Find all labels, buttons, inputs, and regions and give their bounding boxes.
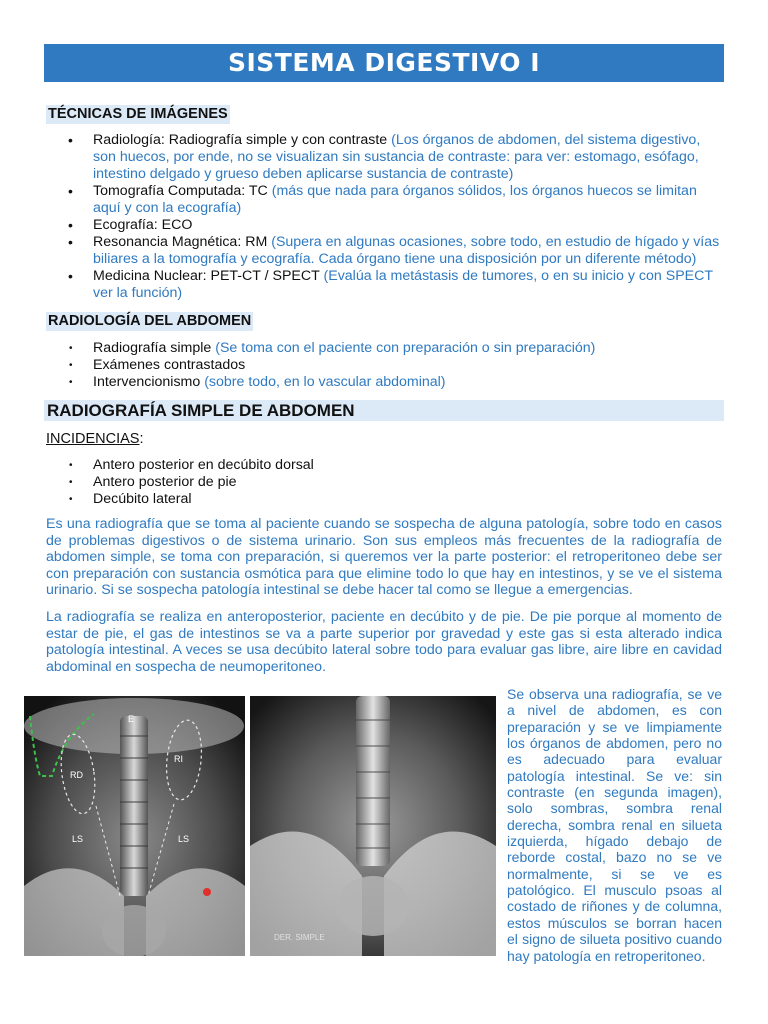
item-note: (Supera en algunas ocasiones, sobre todo, en estudio de hígado y vías biliares a la tomografía y ecografía. Cada órgano tiene una disposición por un diferente método) — [93, 234, 720, 267]
list-item — [68, 374, 724, 391]
list-item — [68, 357, 724, 374]
item-label: Intervencionismo — [93, 374, 205, 390]
list-item: • Decúbito lateral — [68, 491, 724, 508]
item-label: Resonancia Magnética: RM — [93, 234, 272, 250]
page-title: SISTEMA DIGESTIVO I — [44, 44, 724, 82]
list-item — [68, 217, 724, 234]
item-note: (más que nada para órganos sólidos, los órganos huecos se limitan aquí y con la ecografía) — [93, 183, 697, 216]
list-item — [68, 132, 724, 183]
tecnicas-list — [68, 132, 724, 302]
label-ri: RI — [174, 754, 183, 764]
radiologia-list — [68, 340, 724, 391]
label-der-simple: DER. SIMPLE — [274, 933, 325, 942]
xray-plain-image — [250, 696, 496, 956]
list-item — [68, 268, 724, 302]
section-heading-radiologia: RADIOLOGÍA DEL ABDOMEN — [48, 313, 252, 329]
item-label: Tomografía Computada: TC — [93, 183, 272, 199]
label-e: E — [128, 714, 135, 724]
item-label: Ecografía: ECO — [93, 217, 193, 233]
item-note: (Se toma con el paciente con preparación o sin preparación) — [215, 340, 596, 356]
section-heading-radiografia-simple: RADIOGRAFÍA SIMPLE DE ABDOMEN — [44, 400, 724, 421]
list-item — [68, 340, 724, 357]
item-label: Radiografía simple — [93, 340, 216, 356]
incidencias-list — [68, 457, 724, 508]
incidencias-label: INCIDENCIAS: — [46, 431, 144, 447]
list-item: • Antero posterior en decúbito dorsal — [68, 457, 724, 474]
list-item — [68, 183, 724, 217]
item-note: (Evalúa la metástasis de tumores, o en su inicio y con SPECT ver la función) — [93, 268, 713, 301]
paragraph-2: La radiografía se realiza en anteroposterior, paciente en decúbito y de pie. De pie porque al momento de estar de pie, el gas de intestinos se va a parte superior por gravedad y este gas si esta alterado indica patología intestinal. A veces se usa decúbito lateral sobre todo para evaluar gas libre, aire libre en cavidad abdominal en sospecha de neumoperitoneo. — [46, 609, 722, 675]
xray-plain-graphic — [250, 696, 496, 956]
item-label: Medicina Nuclear: PET-CT / SPECT — [93, 268, 324, 284]
item-label: Exámenes contrastados — [93, 357, 246, 373]
label-rd: RD — [70, 770, 83, 780]
xray-caption: Se observa una radiografía, se ve a nivel de abdomen, es con preparación y se ve limpiamente los órganos de abdomen, pero no es adecuado para evaluar patología intestinal. Se ve: sin contraste (en segunda imagen), solo sombras, sombra renal derecha, sombra renal en silueta izquierda, hígado debajo de reborde costal, bazo no se ve normalmente, si se ve es patológico. El musculo psoas al costado de riñones y de columna, estos músculos se borran hacen el signo de silueta positivo cuando hay patología en retroperitoneo. — [507, 686, 722, 964]
section-heading-tecnicas: TÉCNICAS DE IMÁGENES — [48, 106, 228, 122]
item-label: Radiología: Radiografía simple y con contraste — [93, 132, 392, 148]
list-item: • Antero posterior de pie — [68, 474, 724, 491]
xray-annotated-graphic — [24, 696, 245, 956]
item-note: (sobre todo, en lo vascular abdominal) — [204, 374, 446, 390]
list-item — [68, 234, 724, 268]
item-note: (Los órganos de abdomen, del sistema digestivo, son huecos, por ende, no se visualizan sin sustancia de contraste: para ver: estomago, esófago, intestino delgado y grueso deben aplicarse sustancia de contraste) — [93, 132, 701, 182]
xray-annotated-image — [24, 696, 245, 956]
label-ls-right: LS — [178, 834, 190, 844]
paragraph-1: Es una radiografía que se toma al paciente cuando se sospecha de alguna patología, sobre todo en casos de problemas digestivos o de sistema urinario. Son sus empleos más frecuentes de la radiografía de abdomen simple, se toma con preparación, si queremos ver la parte posterior: el retroperitoneo debe ser con preparación con sustancia osmótica para que elimine todo lo que hay en intestinos, y se ve el sistema urinario. Si se sospecha patología intestinal se debe hacer tal como se llegue a emergencias. — [46, 516, 722, 599]
label-ls-left: LS — [72, 834, 84, 844]
